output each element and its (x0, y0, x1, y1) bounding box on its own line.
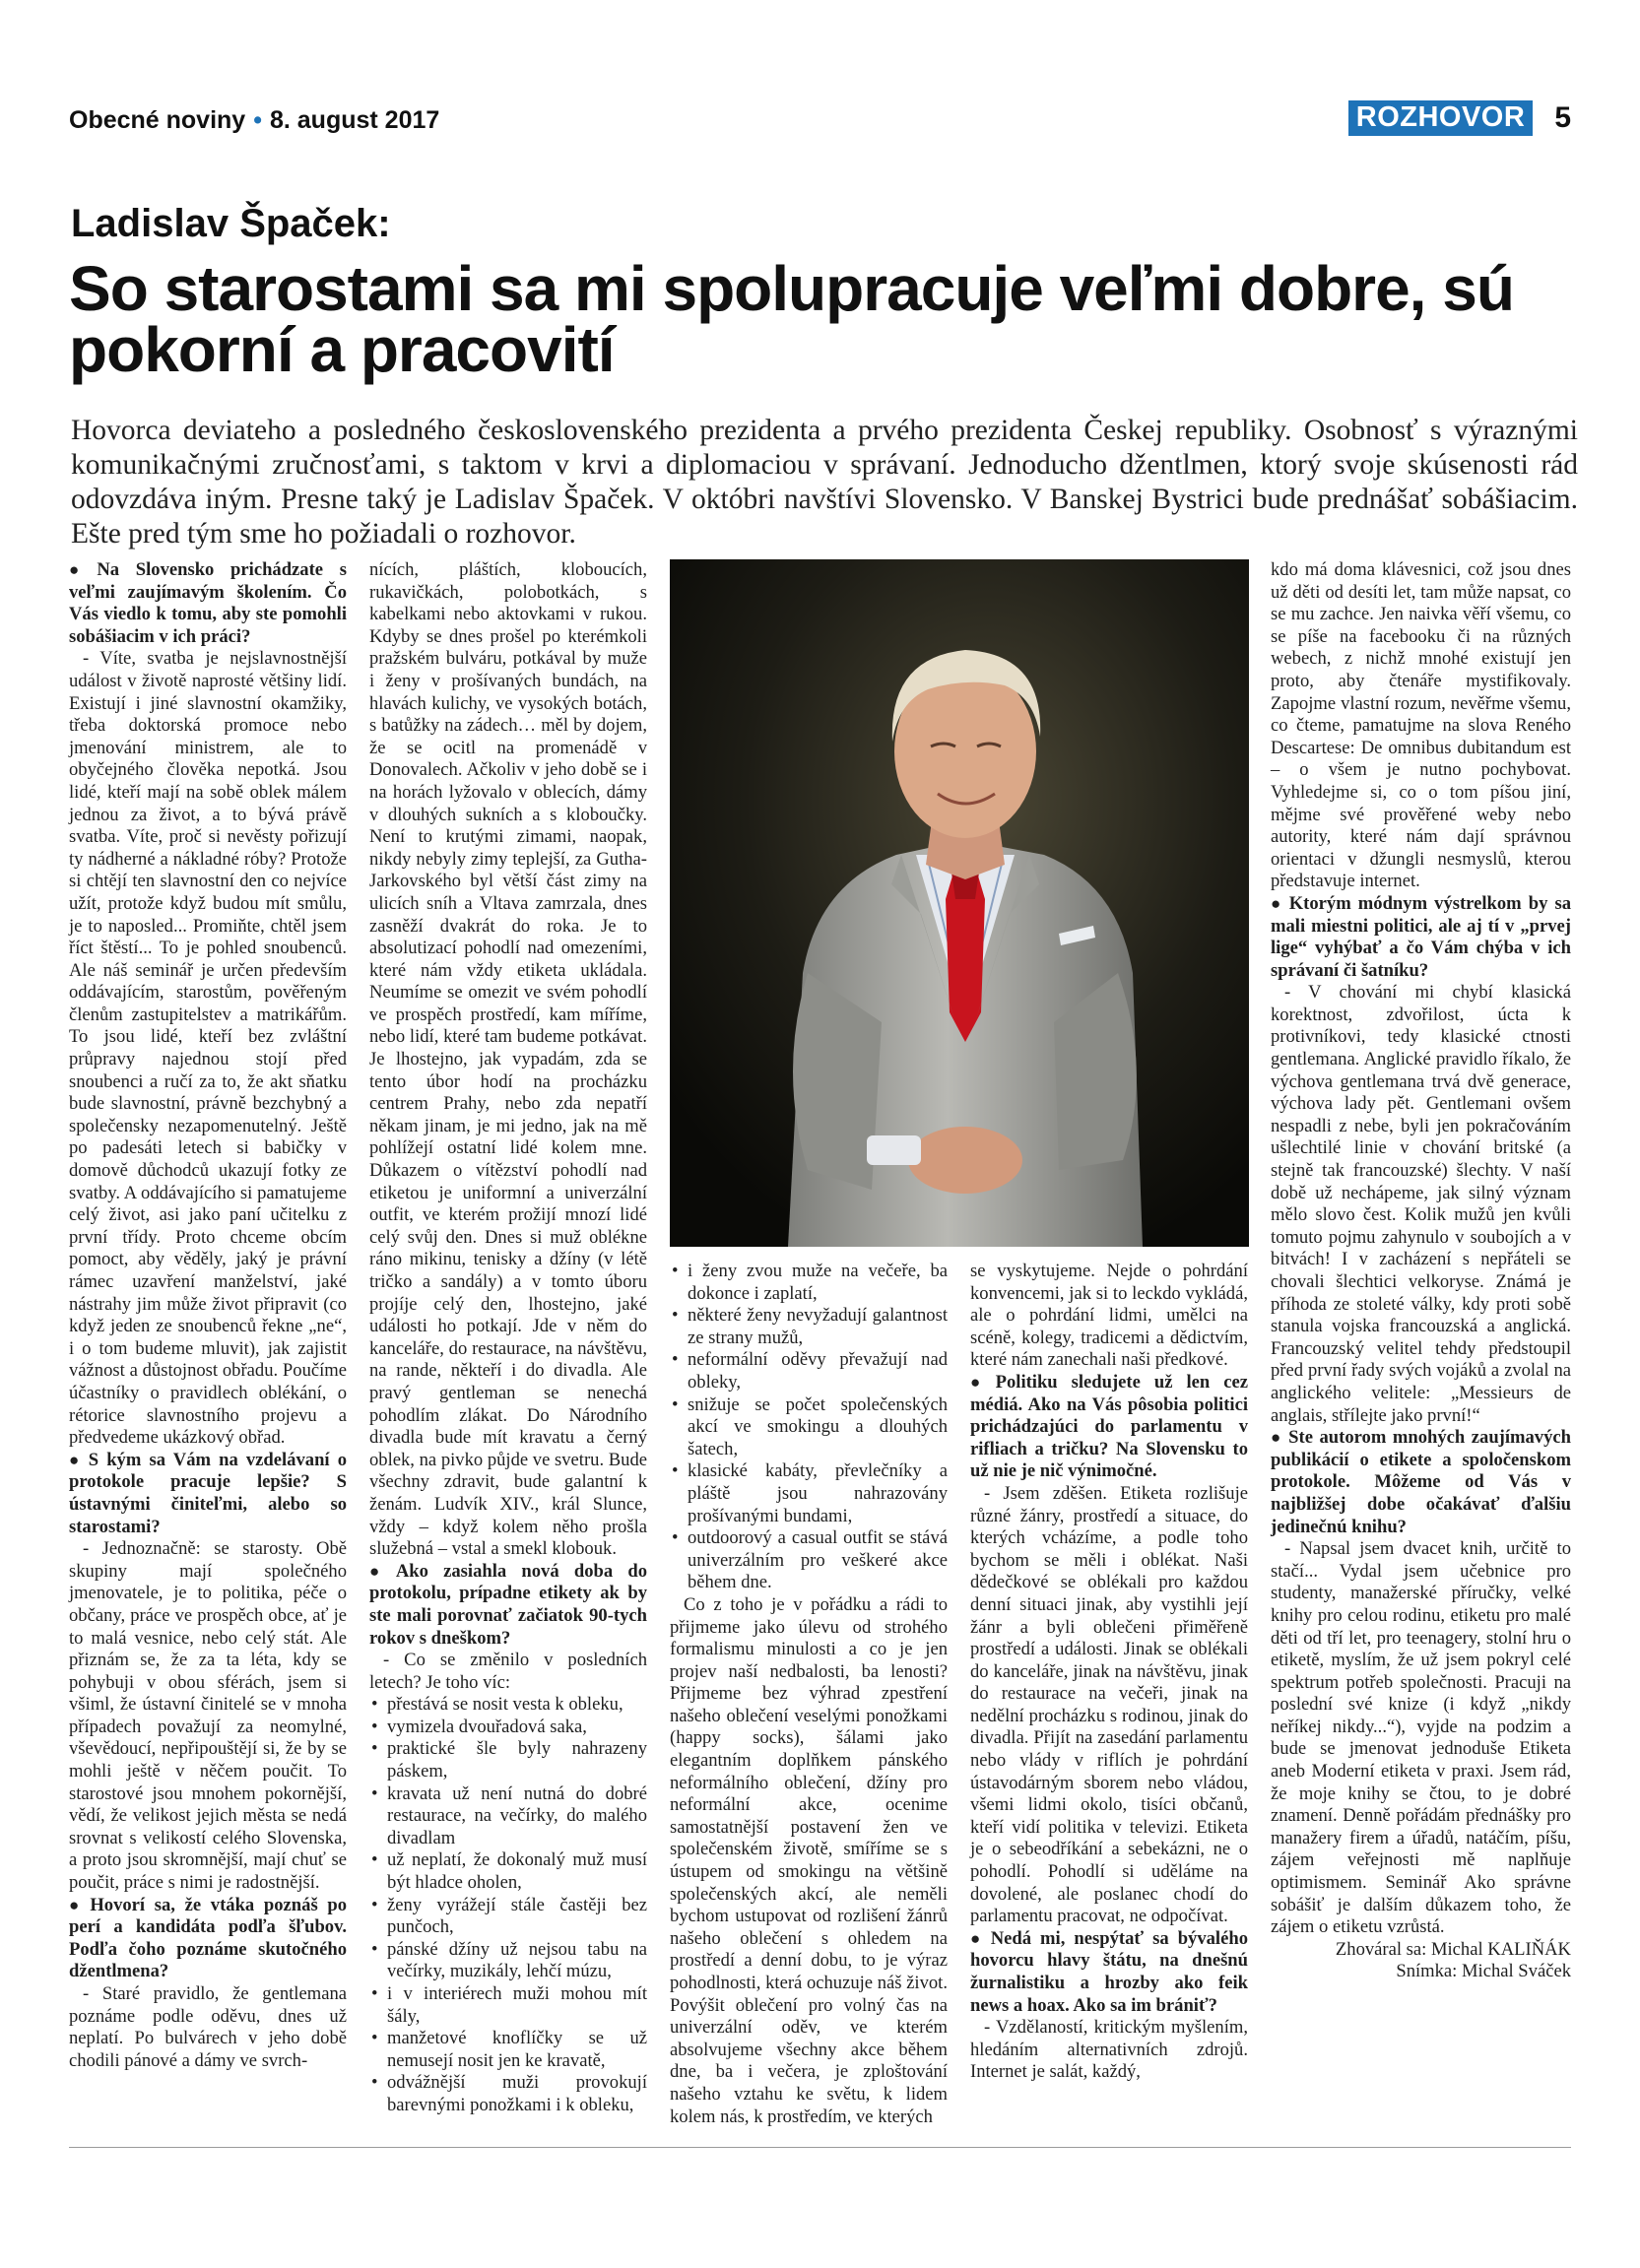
issue-date: 8. august 2017 (269, 106, 440, 134)
bullet-item: • snižuje se počet společenských akcí ve smokingu a dlouhých šatech, (670, 1394, 948, 1461)
article-kicker: Ladislav Špaček: (71, 202, 391, 245)
text-column-1 (69, 559, 347, 2072)
interview-question: ● Nedá mi, nespýtať sa bývalého hovorcu hlavy štátu, na dnešnú žurnalistiku a hrozby ako feik news a hoax. Ako sa im brániť? (970, 1928, 1248, 2017)
interview-question: ● Hovorí sa, že vtáka poznáš po perí a kandidáta podľa šľubov. Podľa čoho poznáme skutočného džentlmena? (69, 1895, 347, 1983)
interview-question: ● Ktorým módnym výstrelkom by sa mali miestni politici, ale aj tí v „prvej lige“ vyhýbať a čo Vám chýba v ich správaní či šatníku? (1271, 893, 1571, 982)
interview-question: ● Ako zasiahla nová doba do protokolu, prípadne etikety ak by ste mali porovnať začiatok 90-tych rokov s dneškom? (369, 1561, 647, 1650)
bullet-item: • ženy vyrážejí stále častěji bez punčoch, (369, 1895, 647, 1939)
paragraph: kdo má doma klávesnici, což jsou dnes už děti od desíti let, tam může napsat, co se mu zachce. Jen naivka věří všemu, co se píše na facebooku či na různých webech, z nichž mnohé existují jen proto, aby čtenáře mystifikovaly. Zapojme vlastní rozum, nevěřme všemu, co čteme, pamatujme na slova Reného Descartese: De omnibus dubitandum est – o všem je nutno pochybovat. Vyhledejme si, co o tom píšou jiní, mějme své prověřené weby nebo autority, které nám dají správnou orientaci v džungli nesmyslů, kterou představuje internet. (1271, 559, 1571, 892)
bullet-item: • praktické šle byly nahrazeny páskem, (369, 1738, 647, 1782)
text-column-5 (1271, 559, 1571, 1983)
portrait-photo (670, 559, 1249, 1247)
paragraph: nících, pláštích, kloboucích, rukavičkách, polobotkách, s kabelkami nebo aktovkami v rukou. Kdyby se dnes prošel po kterémkoli pražském bulváru, potkával by muže i ženy v prošívaných bundách, na hlavách kulichy, ve vysokých botách, s batůžky na zádech… měl by dojem, že se ocitl na promenádě v Donovalech. Ačkoliv v jeho době se i na horách lyžovalo v oblecích, dámy v dlouhých sukních a s kloboučky. Není to krutými zimami, naopak, nikdy nebyly zimy teplejší, za Gutha-Jarkovského byl větší část zimy na ulicích sníh a Vltava zamrzala, dnes zasněží dvakrát do roka. Je to absolutizací pohodlí nad omezeními, které nám vždy etiketa ukládala. Neumíme se omezit ve svém pohodlí ve prospěch prostředí, kam míříme, nebo lidí, které tam budeme potkávat. Je lhostejno, jak vypadám, zda se tento úbor hodí na procházku centrem Prahy, nebo zda nepatří někam jinam, je mi jedno, jak na mě pohlížejí ostatní lidé kolem mne. Důkazem o vítězství pohodlí nad etiketou je uniformní a univerzální outfit, ve kterém prožijí mnozí lidé celý svůj den. Dnes si muž oblékne ráno mikinu, tenisky a džíny (v létě tričko a sandály) a v tomto úboru projíje celý den, lhostejno, jaké události ho potkají. Jde v něm do kanceláře, do restaurace, na návštěvu, na rande, někteří i do divadla. Ale pravý gentleman se nenechá pohodlím zlákat. Do Národního divadla bude mít kravatu a černý oblek, na pivko půjde ve svetru. Bude všechny zdravit, bude galantní k ženám. Ludvík XIV., král Slunce, vždy – když kolem něho prošla služebná – vstal a smekl klobouk. (369, 559, 647, 1560)
bullet-item: • manžetové knoflíčky se už nemusejí nosit jen ke kravatě, (369, 2028, 647, 2072)
interview-question: ● Na Slovensko prichádzate s veľmi zaujímavým školením. Čo Vás viedlo k tomu, aby ste pomohli sobášiacim v ich práci? (69, 559, 347, 648)
portrait-illustration (670, 559, 1249, 1247)
bullet-list (369, 1694, 647, 2116)
interview-answer: - Staré pravidlo, že gentlemana poznáme podle oděvu, dnes už neplatí. Po bulvárech v jeho době chodili pánové a dámy ve svrch- (69, 1983, 347, 2071)
bullet-item: • některé ženy nevyžadují galantnost ze strany mužů, (670, 1305, 948, 1349)
bullet-item: • outdoorový a casual outfit se stává univerzálním pro veškeré akce během dne. (670, 1527, 948, 1594)
text-column-2 (369, 559, 647, 2117)
bullet-item: • vymizela dvouřadová saka, (369, 1717, 647, 1739)
interview-answer: - Jednoznačně: se starosty. Obě skupiny mají společného jmenovatele, je to politika, péče o občany, práce ve prospěch obce, ať je to malá vesnice, nebo celý stát. Ale přiznám se, že za ta léta, kdy se pohybuji v obou sférách, jsem si všiml, že ústavní činitelé se v mnoha případech považují za neomylné, vševědoucí, nepřipouštějí si, že by se mohli ještě v něčem poučit. To starostové jsou mnohem pokornější, vědí, že velikost jejich města se nedá srovnat s velikostí celého Slovenska, a proto jsou skromnější, mají chuť se poučit, práce s nimi je radostnější. (69, 1538, 347, 1894)
publication-name: Obecné noviny (69, 106, 246, 134)
paragraph: se vyskytujeme. Nejde o pohrdání konvencemi, jak si to leckdo vykládá, ale o pohrdání lidmi, umělci na scéně, kolegy, tradicemi a dědictvím, které nám zanechali naši předkové. (970, 1261, 1248, 1371)
interview-answer: Co z toho je v pořádku a rádi to přijmeme jako úlevu od strohého formalismu minulosti a co je jen projev naší nedbalosti, ba lenosti? Přijmeme bez výhrad zpestření našeho oblečení veselými ponožkami (happy socks), šálami jako elegantním doplňkem pánského neformálního oblečení, džíny pro neformální akce, ocenime samostatnější postavení žen ve společenském životě, smíříme se s ústupem od smokingu na většině společenských akcí, ale neměli bychom ustupovat od rozlišení žánrů našeho oblečení s ohledem na prostředí a denní dobu, to je výraz pohodlnosti, která ochuzuje náš život. Povýšit oblečení pro volný čas na univerzální oděv, ve kterém absolvujeme všechny akce během dne, ba i večera, je zploštování našeho vztahu ke světu, k lidem kolem nás, k prostředím, ve kterých (670, 1593, 948, 2127)
article-lead: Hovorca deviateho a posledného československého prezidenta a prvého prezidenta Českej republiky. Osobnosť s výraznými komunikačnými zručnosťami, s taktom v krvi a diplomaciou v správaní. Jednoducho džentlmen, ktorý svoje skúsenosti rád odovzdáva iným. Presne taký je Ladislav Špaček. V októbri navštívi Slovensko. V Banskej Bystrici bude prednášať sobášiacim. Ešte pred tým sme ho požiadali o rozhovor. (71, 415, 1578, 550)
interview-answer: - Co se změnilo v posledních letech? Je toho víc: (369, 1650, 647, 1693)
bullet-item: • neformální oděvy převažují nad obleky, (670, 1349, 948, 1393)
interview-answer: - Vzdělaností, kritickým myšlením, hledáním alternativních zdrojů. Internet je salát, každý, (970, 2017, 1248, 2083)
interview-answer: - V chování mi chybí klasická korektnost, zdvořilost, úcta k protivníkovi, tedy klasické ctnosti gentlemana. Anglické pravidlo říkalo, že výchova gentlemana trvá dvě generace, výchova lady pět. Gentlemani ovšem nespadli z nebe, byli jen pokračováním ušlechtilé linie v chování britské (a stejně tak francouzské) šlechty. V naší době už nechápeme, jak silný význam mělo slovo čest. Kolik mužů jen kvůli tomuto pojmu zahynulo v soubojích a v bitvách! I v zacházení s nepřáteli se chovali šlechtici velkoryse. Známá je příhoda ze stoleté války, kdy proti sobě stanula vojska francouzská a anglická. Francouzský velitel tehdy předstoupil před první řady svých vojáků a zvolal na anglického velitele: „Messieurs de anglais, střílejte jako první!“ (1271, 982, 1571, 1426)
bullet-item: • přestává se nosit vesta k obleku, (369, 1694, 647, 1717)
page-header-left (69, 106, 439, 135)
footer-rule (69, 2147, 1571, 2148)
bullet-item: • už neplatí, že dokonalý muž musí být hladce oholen, (369, 1849, 647, 1894)
section-label: ROZHOVOR (1348, 100, 1534, 136)
interview-question: ● Ste autorom mnohých zaujímavých publikácií o etikete a spoločenskom protokole. Môžeme od Vás v najbližšej dobe očakávať ďalšiu jedinečnú knihu? (1271, 1427, 1571, 1538)
bullet-item: • odvážnější muži provokují barevnými ponožkami i k obleku, (369, 2072, 647, 2116)
bullet-item: • i v interiérech muži mohou mít šály, (369, 1983, 647, 2028)
article-headline: So starostami sa mi spolupracuje veľmi dobre, sú pokorní a pracovití (69, 253, 1514, 385)
byline-credit: Snímka: Michal Sváček (1396, 1961, 1571, 1982)
bullet-item: • i ženy zvou muže na večeře, ba dokonce i zaplatí, (670, 1261, 948, 1305)
text-column-4 (970, 1261, 1248, 2084)
header-separator: • (253, 106, 262, 134)
bullet-item: • pánské džíny už nejsou tabu na večírky, muzikály, lehčí múzu, (369, 1939, 647, 1983)
interview-question: ● S kým sa Vám na vzdelávaní o protokole pracuje lepšie? S ústavnými činiteľmi, alebo so starostami? (69, 1450, 347, 1538)
bullet-item: • klasické kabáty, převlečníky a pláště jsou nahrazovány prošívanými bundami, (670, 1460, 948, 1527)
byline-credit: Zhováral sa: Michal KALIŇÁK (1335, 1938, 1571, 1960)
interview-question: ● Politiku sledujete už len cez médiá. Ako na Vás pôsobia politici prichádzajúci do parlamentu v rifliach a tričku? Na Slovensku to už nie je nič výnimočné. (970, 1372, 1248, 1483)
text-column-3 (670, 1261, 948, 2128)
interview-answer: - Jsem zděšen. Etiketa rozlišuje různé žánry, prostředí a situace, do kterých vcházíme, a podle toho bychom se měli i oblékat. Naši dědečkové se oblékali pro každou denní situaci jinak, aby vystihli její žánr a byli oblečeni přiměřeně prostředí a události. Jinak se oblékali do kanceláře, jinak na návštěvu, jinak do restaurace na večeři, jinak na nedělní procházku s rodinou, jinak do divadla. Přijít na zasedání parlamentu nebo vlády v riflích je pohrdání ústavodárným sborem nebo vládou, všemi lidmi okolo, tisíci občanů, kteří vidí politika v televizi. Etiketa je o sebeodříkání a sebekázni, ne o pohodlí. Pohodlí si uděláme na dovolené, ale poslanec chodí do parlamentu pracovat, ne odpočívat. (970, 1482, 1248, 1927)
interview-answer: - Víte, svatba je nejslavnostnější událost v životě naprosté většiny lidí. Existují i jiné slavnostní okamžiky, třeba doktorská promoce nebo jmenování ministrem, ale to obyčejného člověka nepotká. Jsou lidé, kteří mají na sobě oblek málem jednou za život, a to bývá právě svatba. Víte, proč si nevěsty pořizují ty nádherné a nákladné róby? Protože si chtějí ten slavnostní den co nejvíce užít, protože když budou mít smůlu, je to naposled... Promiňte, chtěl jsem říct štěstí... To je pohled snoubenců. Ale náš seminář je určen především oddávajícím, starostům, pověřeným členům zastupitelstev a matrikářům. To jsou lidé, kteří bez zvláštní průpravy najednou stojí před snoubenci a ručí za to, že akt sňatku bude slavnostní, právně bezchybný a společensky nezapomenutelný. Ještě po padesáti letech si babičky v domově důchodců ukazují fotky ze svatby. A oddávajícího si pamatujeme celý život, asi jako paní učitelku z první třídy. Proto chceme obcím pomoct, aby věděly, jaký je právní rámec uzavření manželství, jaké nástrahy jim může život připravit (co když jeden ze snoubenců řekne „ne“, i o tom budeme mluvit), jak zajistit vážnost a důstojnost obřadu. Poučíme účastníky o pravidlech oblékání, o rétorice slavnostního projevu a předvedeme ukázkový obřad. (69, 648, 347, 1449)
page-header-right (1348, 100, 1571, 136)
bullet-list (670, 1261, 948, 1594)
bullet-item: • kravata už není nutná do dobré restaurace, na večírky, do malého divadlam (369, 1783, 647, 1850)
page-number: 5 (1554, 101, 1571, 134)
interview-answer: - Napsal jsem dvacet knih, určitě to stačí... Vydal jsem učebnice pro studenty, manažerské příručky, velké knihy pro celou rodinu, etiketu pro malé děti od tří let, pro teenagery, stolní hru o etiketě, myslím, že už jsem pokryl celé spektrum potřeb společnosti. Pracuji na poslední své knize (i když „nikdy neříkej nikdy...“), vyjde na podzim a bude se jmenovat jednoduše Etiketa aneb Moderní etiketa v praxi. Jsem rád, že moje knihy se čtou, to je dobré znamení. Denně pořádám přednášky pro manažery firem a úřadů, natáčím, píšu, zájem veřejnosti mě naplňuje optimismem. Seminář Ako správne sobášiť je dalším důkazem toho, že zájem o etiketu vzrůstá. (1271, 1538, 1571, 1938)
